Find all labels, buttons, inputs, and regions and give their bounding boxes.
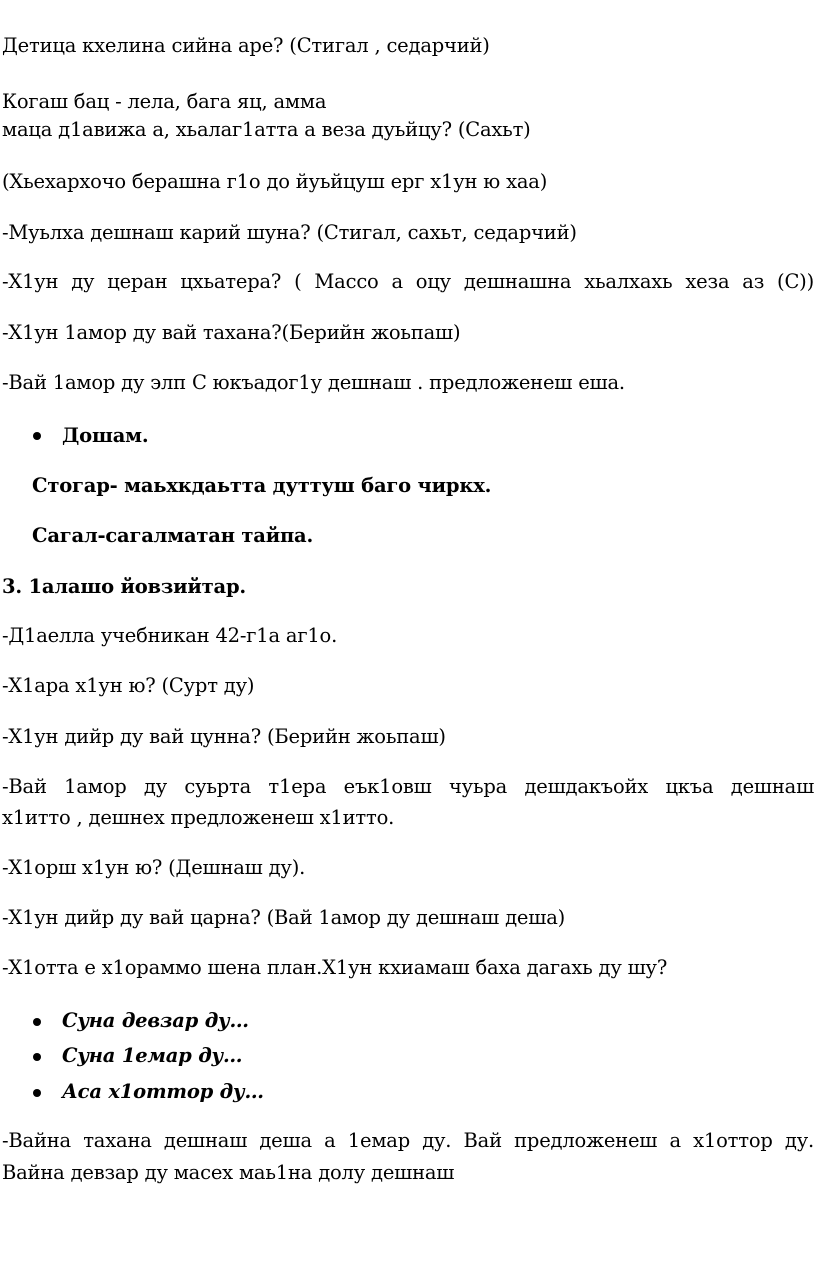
text-line-what-do-them: -Х1ун дийр ду вай царна? (Вай 1амор ду дешнаш деша) <box>2 906 566 929</box>
vocab-item-stogar: Стогар- маьхкдаьтта дуттуш баго чиркх. <box>32 474 492 497</box>
text-line-what-is-this: -Х1ара х1ун ю? (Сурт ду) <box>2 674 255 697</box>
bullet-icon <box>33 1018 41 1026</box>
text-line-summary-2: Вайна девзар ду масех маь1на долу дешнаш <box>2 1161 455 1184</box>
text-line-riddle-2b: маца д1авижа а, хьалаг1атта а веза дуьйцу? (Сахьт) <box>2 118 531 141</box>
text-line-open-textbook: -Д1аелла учебникан 42-г1а аг1о. <box>2 624 338 647</box>
bullet-icon <box>33 1053 41 1061</box>
text-line-task-1b: х1итто , дешнех предложенеш х1итто. <box>2 806 395 829</box>
goal-item-learn: Суна 1емар ду… <box>62 1044 243 1067</box>
goal-item-know: Суна девзар ду… <box>62 1009 249 1032</box>
bullet-icon <box>33 1089 41 1097</box>
vocab-item-sagal: Сагал-сагалматан тайпа. <box>32 524 314 547</box>
text-line-riddle-2a: Когаш бац - лела, бага яц, амма <box>2 90 327 113</box>
text-line-lesson-goal: -Вай 1амор ду элп С юкъадог1у дешнаш . предложенеш еша. <box>2 371 625 394</box>
bullet-icon <box>33 432 41 440</box>
section-heading: 3. 1алашо йовзийтар. <box>2 575 247 598</box>
text-line-what-do: -Х1ун дийр ду вай цунна? (Берийн жоьпаш) <box>2 725 446 748</box>
text-line-question-words: -Муьлха дешнаш карий шуна? (Стигал, сахьт, седарчий) <box>2 221 577 244</box>
text-line-what-are-these: -Х1орш х1ун ю? (Дешнаш ду). <box>2 856 306 879</box>
text-line-task-1a: -Вай 1амор ду суьрта т1ера еък1овш чуьра дешдакъойх цкъа дешнаш <box>2 775 814 798</box>
text-line-riddle-1: Детица кхелина сийна аре? (Стигал , седарчий) <box>2 34 490 57</box>
text-line-question-common: -Х1ун ду церан цхьатера? ( Массо а оцу дешнашна хьалхахь хеза аз (С)) <box>2 270 814 293</box>
text-line-summary-1: -Вайна тахана дешнаш деша а 1емар ду. Вай предложенеш а х1оттор ду. <box>2 1129 814 1152</box>
goal-item-build: Аса х1оттор ду… <box>62 1080 264 1103</box>
text-line-teacher-note: (Хьехархочо берашна г1о до йуьйцуш ерг х1ун ю хаа) <box>2 170 548 193</box>
text-line-question-lesson: -Х1ун 1амор ду вай тахана?(Берийн жоьпаш) <box>2 321 461 344</box>
text-line-plan: -Х1отта е х1ораммо шена план.Х1ун кхиамаш баха дагахь ду шу? <box>2 956 668 979</box>
vocab-heading: Дошам. <box>62 424 149 447</box>
